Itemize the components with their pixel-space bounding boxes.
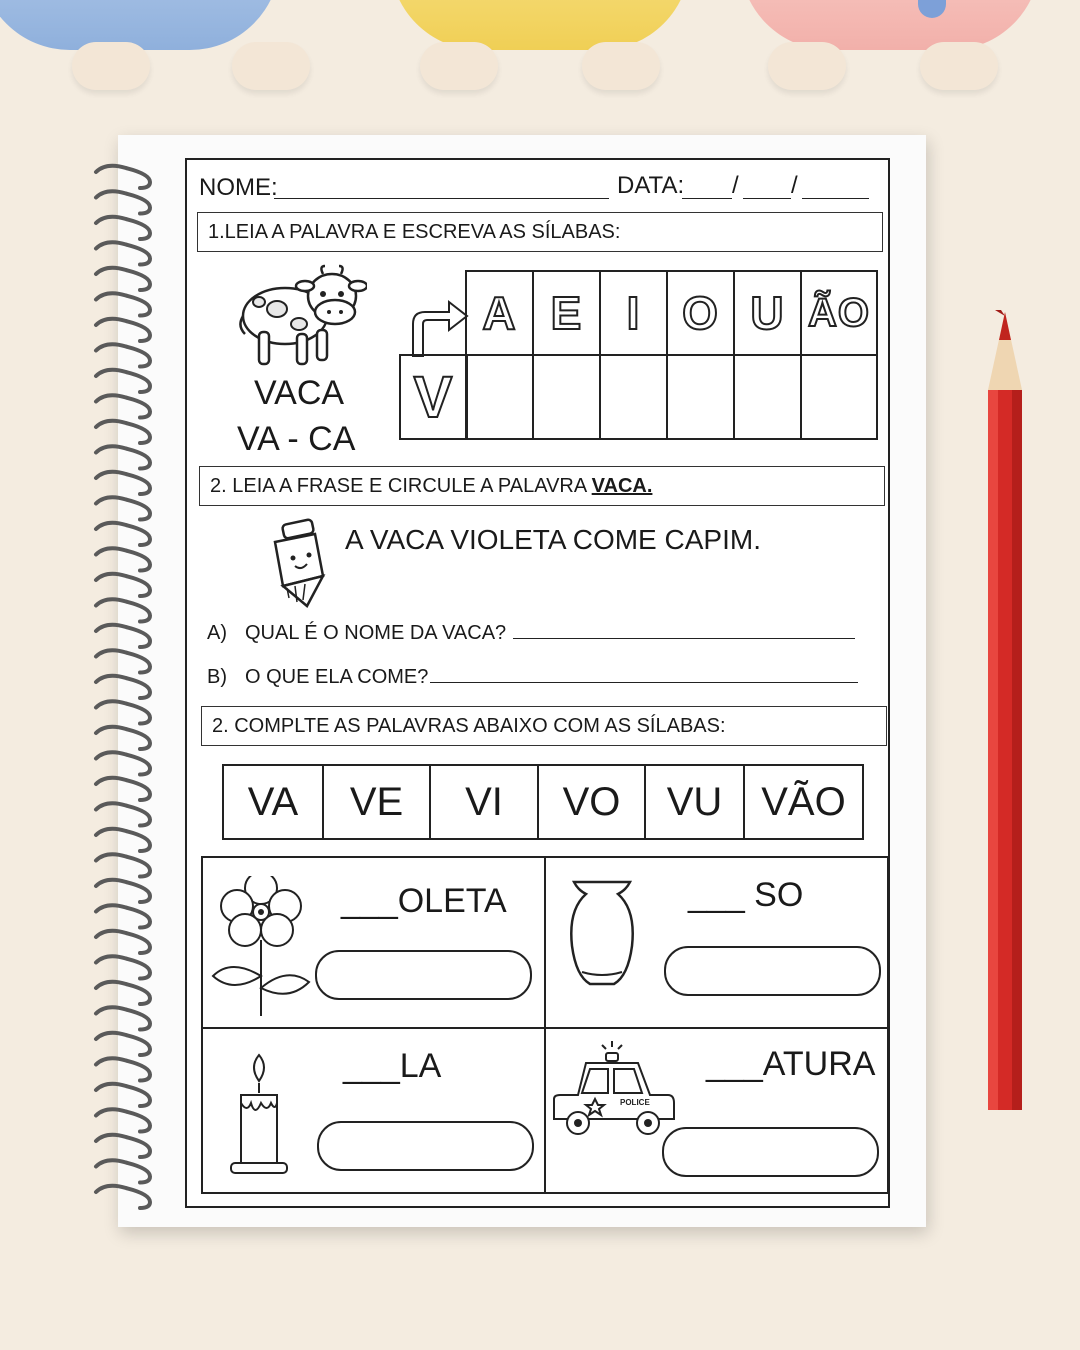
consonant-letter: V [413,364,454,430]
vowel-cell [800,270,878,356]
toy-foot [582,42,660,90]
vase-icon [564,878,640,986]
vowel-letter: O [682,287,719,339]
spiral-coil [96,1058,150,1080]
spiral-coil [96,829,150,851]
vowel-letter: A [482,287,517,339]
question-b-letter: B) [207,666,227,688]
spiral-coil [96,446,150,468]
toy-foot [420,42,498,90]
word-completion-grid [201,856,889,1194]
police-car-icon [550,1037,676,1143]
spiral-coil [96,880,150,902]
spiral-coil [96,1186,150,1208]
syllable-cell: VU [646,766,745,838]
question-a: QUAL É O NOME DA VACA? [245,622,507,644]
vowel-letter: I [626,287,641,339]
section2-instruction-box [199,466,885,506]
spiral-coil [96,548,150,570]
section1-instruction: 1.LEIA A PALAVRA E ESCREVA AS SÍLABAS: [208,220,621,243]
answer-pill[interactable] [315,950,532,1000]
word-card-vela [203,1029,546,1192]
section2-instruction: 2. LEIA A FRASE E CIRCULE A PALAVRA [210,474,592,497]
spiral-coil [96,217,150,239]
date-separator: / [791,172,798,199]
date-label: DATA: [617,172,685,199]
toy-foot [768,42,846,90]
arrow-icon [409,296,469,358]
spiral-coil [96,293,150,315]
toy-blue [0,0,280,50]
date-month-field[interactable] [743,198,791,199]
word-card-violeta [203,858,546,1029]
pencil-mascot-icon [265,516,331,608]
candle-icon [229,1053,289,1177]
vowel-cell [733,270,802,356]
section1-instruction-box [197,212,883,252]
spiral-coil [96,982,150,1004]
syllable-cell: VE [324,766,431,838]
answer-pill[interactable] [317,1121,534,1171]
syllable-cell: VÃO [761,779,846,824]
sentence: A VACA VIOLETA COME CAPIM. [345,524,761,555]
spiral-coil [96,472,150,494]
date-separator: / [732,172,739,199]
spiral-coil [96,701,150,723]
word-blank-text: ___ATURA [706,1045,876,1083]
answer-cell[interactable] [465,354,534,440]
spiral-coil [96,523,150,545]
spiral-coil [96,676,150,698]
question-a-letter: A) [207,622,227,644]
answer-cell[interactable] [666,354,735,440]
spiral-coil [96,778,150,800]
spiral-coil [96,650,150,672]
flower-icon [209,876,313,1018]
vowel-cell [666,270,735,356]
name-field[interactable] [274,198,609,199]
syllable-row [222,764,864,840]
spiral-coil [96,497,150,519]
spiral-coil [96,166,150,188]
word-blank-text: ___OLETA [341,882,507,920]
answer-cell[interactable] [599,354,668,440]
spiral-coil [96,854,150,876]
spiral-coil [96,370,150,392]
section3-instruction-box [201,706,887,746]
spiral-coil [96,1033,150,1055]
spiral-coil [96,268,150,290]
spiral-coil [96,574,150,596]
section2-instruction-word: VACA. [591,474,653,497]
spiral-binding-icon [90,160,160,1210]
vowel-cell [599,270,668,356]
worksheet [185,158,890,1208]
spiral-coil [96,956,150,978]
word-vaca: VACA [254,374,345,412]
spiral-coil [96,727,150,749]
spiral-coil [96,1007,150,1029]
toy-foot [72,42,150,90]
vowel-cell [465,270,534,356]
toy-foot [232,42,310,90]
vowel-letter: E [550,287,583,339]
spiral-coil [96,931,150,953]
cow-icon [237,264,367,374]
spiral-coil [96,319,150,341]
word-syllables: VA - CA [237,420,356,458]
answer-cell[interactable] [733,354,802,440]
answer-a-field[interactable] [513,638,855,639]
spiral-coil [96,1109,150,1131]
word-card-vaso [546,858,887,1029]
word-card-viatura [546,1029,887,1192]
word-blank-text: ___ SO [688,876,804,914]
spiral-coil [96,752,150,774]
answer-cell[interactable] [532,354,601,440]
spiral-coil [96,1135,150,1157]
spiral-coil [96,803,150,825]
vowel-cell [532,270,601,356]
answer-pill[interactable] [664,946,881,996]
answer-b-field[interactable] [430,682,858,683]
red-pencil-icon [985,310,1025,1130]
vowel-letter: ÃO [808,290,870,335]
spiral-coil [96,242,150,264]
spiral-coil [96,421,150,443]
toy-foot [920,42,998,90]
spiral-coil [96,191,150,213]
spiral-coil [96,1160,150,1182]
consonant-cell [399,354,468,440]
spiral-coil [96,395,150,417]
spiral-coil [96,625,150,647]
spiral-coil [96,1084,150,1106]
section3-instruction: 2. COMPLTE AS PALAVRAS ABAIXO COM AS SÍLABAS: [212,714,726,737]
date-day-field[interactable] [682,198,732,199]
spiral-coil [96,599,150,621]
answer-pill[interactable] [662,1127,879,1177]
syllable-cell: VI [431,766,539,838]
answer-cell[interactable] [800,354,878,440]
date-year-field[interactable] [802,198,869,199]
syllable-cell: VO [539,766,646,838]
syllable-cell: VA [224,766,324,838]
word-blank-text: ___LA [343,1047,442,1085]
question-b: O QUE ELA COME? [245,666,429,688]
name-label: NOME: [199,174,278,201]
police-badge-text: POLICE [620,1098,650,1107]
spiral-coil [96,344,150,366]
spiral-coil [96,905,150,927]
vowel-letter: U [750,287,785,339]
